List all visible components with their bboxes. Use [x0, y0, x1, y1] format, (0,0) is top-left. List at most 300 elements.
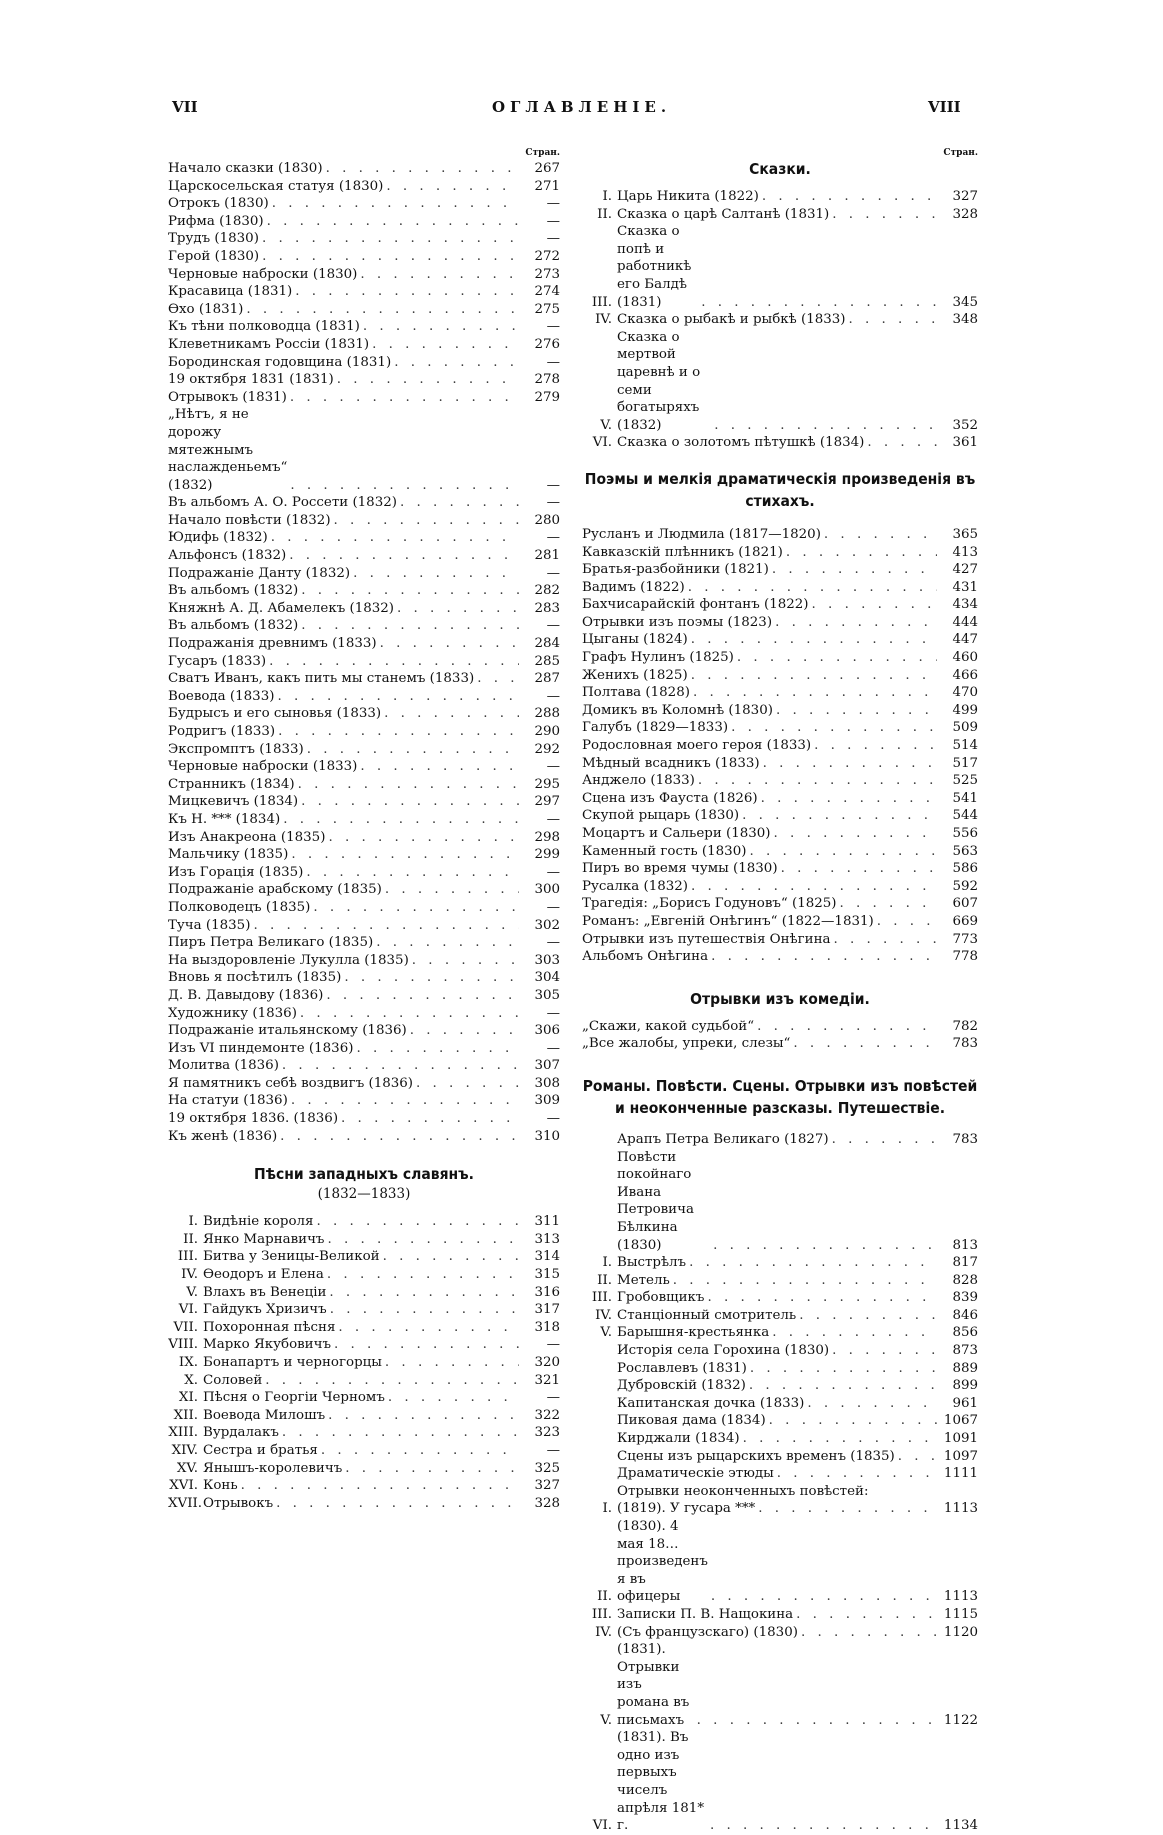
entry-page: 873: [952, 1343, 978, 1359]
entry-page: 961: [952, 1395, 978, 1411]
entry-page: 544: [952, 808, 978, 824]
entry-page: 287: [534, 671, 560, 687]
entry-page: 285: [534, 653, 560, 669]
entry-page: 427: [952, 562, 978, 578]
toc-entry: [582, 1289, 978, 1307]
dot-leader: [269, 653, 519, 671]
entry-title: Гробовщикъ: [617, 1290, 705, 1306]
dot-leader: [241, 1477, 519, 1495]
entry-page: 272: [534, 248, 560, 264]
toc-entry: [168, 565, 560, 583]
entry-page: 295: [534, 776, 560, 792]
entry-title: Янко Марнавичъ: [203, 1231, 325, 1247]
toc-entry: [582, 544, 978, 562]
dot-leader: [731, 719, 937, 737]
dot-leader: [290, 477, 519, 495]
entry-title: Русалка (1832): [582, 878, 689, 894]
entry-page: 361: [952, 435, 978, 451]
entry-title: Ѳеодоръ и Елена: [203, 1267, 324, 1283]
entry-page: 328: [534, 1495, 560, 1511]
dot-leader: [341, 1110, 519, 1128]
toc-entry: [168, 670, 560, 688]
entry-page: —: [546, 231, 560, 247]
entry-page: 466: [952, 667, 978, 683]
toc-entry: [582, 1149, 978, 1255]
dot-leader: [710, 1817, 937, 1835]
dot-leader: [276, 1495, 519, 1513]
toc-entry: [168, 688, 560, 706]
entry-page: 541: [952, 790, 978, 806]
toc-entry: [168, 969, 560, 987]
toc-entry: [168, 934, 560, 952]
entry-page: 267: [534, 161, 560, 176]
entry-page: 278: [534, 372, 560, 388]
entry-title: Альбомъ Онѣгина: [582, 949, 709, 965]
entry-page: —: [546, 811, 560, 827]
songs-entry-list: [168, 1213, 560, 1512]
entry-page: 899: [952, 1378, 978, 1394]
entry-page: —: [546, 864, 560, 880]
entry-page: 828: [952, 1272, 978, 1288]
entry-page: —: [546, 565, 560, 581]
entry-page: 327: [952, 189, 978, 204]
toc-entry: [168, 635, 560, 653]
page-column-label: Стран.: [525, 148, 560, 158]
entry-page: 509: [952, 720, 978, 736]
dot-leader: [301, 793, 519, 811]
entry-page: 352: [952, 417, 978, 433]
toc-entry: [582, 631, 978, 649]
dot-leader: [272, 195, 519, 213]
entry-title: Сказка о попѣ и работникѣ его Балдѣ (1831): [617, 224, 692, 310]
dot-leader: [328, 1407, 519, 1425]
dot-leader: [298, 776, 519, 794]
entry-page: 1113: [943, 1501, 978, 1517]
entry-page: 460: [952, 650, 978, 666]
dot-leader: [777, 1465, 937, 1483]
entry-page: 297: [534, 794, 560, 810]
dot-leader: [711, 948, 937, 966]
entry-page: —: [546, 196, 560, 212]
toc-entry: [582, 1624, 978, 1642]
toc-entry: [168, 1442, 560, 1460]
dot-leader: [327, 1266, 519, 1284]
entry-title: Марко Якубовичъ: [203, 1337, 331, 1353]
entry-page: 434: [952, 597, 978, 613]
entry-title: Женихъ (1825): [582, 667, 688, 683]
entry-page: 782: [952, 1018, 978, 1034]
entry-page: —: [546, 477, 560, 493]
toc-entry: [168, 389, 560, 407]
entry-title: Мицкевичъ (1834): [168, 794, 299, 810]
entry-title: Сцена изъ Фауста (1826): [582, 790, 758, 806]
toc-entry: [168, 987, 560, 1005]
dot-leader: [711, 1588, 937, 1606]
entry-title: Сватъ Иванъ, какъ пить мы станемъ (1833): [168, 671, 475, 687]
entry-title: Къ тѣни полководца (1831): [168, 319, 360, 335]
toc-entry: [168, 846, 560, 864]
toc-entry: [168, 917, 560, 935]
toc-entry: [582, 1500, 978, 1518]
entry-number: III.: [591, 294, 612, 310]
entry-title: Сказка о рыбакѣ и рыбкѣ (1833): [617, 312, 846, 328]
toc-entry: [168, 617, 560, 635]
entry-title: Сестра и братья: [203, 1442, 318, 1458]
toc-entry: [582, 1360, 978, 1378]
dot-leader: [282, 1424, 519, 1442]
dot-leader: [380, 635, 519, 653]
dot-leader: [477, 670, 519, 688]
entry-title: Дубровскій (1832): [617, 1378, 746, 1394]
toc-entry: [582, 1377, 978, 1395]
toc-entry: [582, 579, 978, 597]
dot-leader: [781, 860, 937, 878]
toc-entry: [168, 1301, 560, 1319]
toc-entry: [582, 860, 978, 878]
entry-title: Анджело (1833): [582, 773, 695, 789]
entry-title: Гусаръ (1833): [168, 653, 267, 669]
toc-entry: [582, 737, 978, 755]
entry-page: 313: [534, 1231, 560, 1247]
entry-title: Изъ Горація (1835): [168, 864, 304, 880]
dot-leader: [772, 1324, 937, 1342]
toc-entry: [582, 931, 978, 949]
entry-page: 299: [534, 847, 560, 863]
entry-title: Отрывокъ (1831): [168, 389, 287, 405]
dot-leader: [253, 917, 519, 935]
toc-entry: [168, 1040, 560, 1058]
entry-page: —: [546, 1442, 560, 1458]
toc-entry: [168, 1110, 560, 1128]
dot-leader: [400, 494, 519, 512]
entry-number: XIII.: [168, 1425, 198, 1441]
entry-title: Пиръ Петра Великаго (1835): [168, 935, 374, 951]
novels-entry-list: [582, 1131, 978, 1835]
entry-title: Братья-разбойники (1821): [582, 562, 769, 578]
dot-leader: [291, 846, 519, 864]
toc-entry: [168, 1477, 560, 1495]
entry-title: Романъ: „Евгеній Онѣгинъ“ (1822—1831): [582, 913, 874, 929]
toc-entry: [168, 582, 560, 600]
dot-leader: [807, 1395, 937, 1413]
entry-page: 276: [534, 336, 560, 352]
right-page-number: VIII: [928, 98, 961, 116]
entry-page: 1122: [943, 1712, 978, 1728]
poems-entry-list: [582, 526, 978, 966]
dot-leader: [786, 544, 937, 562]
entry-page: 348: [952, 312, 978, 328]
toc-entry: [582, 206, 978, 224]
entry-page: 846: [952, 1307, 978, 1323]
entry-page: 607: [952, 896, 978, 912]
toc-entry: [582, 948, 978, 966]
toc-entry: [168, 741, 560, 759]
entry-number: XII.: [173, 1407, 198, 1423]
toc-entry: [168, 1092, 560, 1110]
entry-page: —: [546, 213, 560, 229]
entry-page: 1120: [943, 1624, 978, 1640]
entry-number: IV.: [595, 1307, 612, 1323]
entry-title: Похоронная пѣсня: [203, 1319, 336, 1335]
dot-leader: [329, 1284, 519, 1302]
entry-page: 514: [952, 738, 978, 754]
entry-title: (1830). 4 мая 18… произведенъ я въ офицеры: [617, 1519, 708, 1605]
entry-title: Соловей: [203, 1372, 263, 1388]
toc-entry: [582, 1254, 978, 1272]
entry-title: Кирджали (1834): [617, 1431, 740, 1447]
entry-page: 318: [534, 1319, 560, 1335]
dot-leader: [769, 1412, 937, 1430]
entry-title: Странникъ (1834): [168, 776, 295, 792]
toc-entry: [168, 864, 560, 882]
toc-entry: [168, 723, 560, 741]
entry-title: Янышъ-королевичъ: [203, 1460, 343, 1476]
entry-title: Въ альбомъ (1832): [168, 618, 299, 634]
section-title-poems: Поэмы и мелкія драматическія произведенія въ стихахъ.: [584, 469, 976, 510]
toc-entry: [168, 1213, 560, 1231]
entry-page: 499: [952, 702, 978, 718]
entry-title: Вновь я посѣтилъ (1835): [168, 970, 342, 986]
entry-page: 281: [534, 548, 560, 564]
comedy-entry-list: [582, 1018, 978, 1053]
dot-leader: [328, 829, 519, 847]
entry-number: III.: [591, 1290, 612, 1306]
entry-page: 669: [952, 913, 978, 929]
toc-entry: [582, 1465, 978, 1483]
entry-page: —: [546, 319, 560, 335]
entry-page: —: [546, 495, 560, 511]
entry-title: Влахъ въ Венеціи: [203, 1284, 327, 1300]
dot-leader: [345, 1460, 519, 1478]
entry-title: (1819). У гусара ***: [617, 1501, 756, 1517]
entry-number: XI.: [178, 1390, 198, 1406]
entry-page: 889: [952, 1360, 978, 1376]
dot-leader: [762, 188, 937, 206]
entry-title: Видѣніе короля: [203, 1214, 314, 1230]
entry-page: 306: [534, 1023, 560, 1039]
dot-leader: [326, 987, 519, 1005]
dot-leader: [262, 230, 519, 248]
entry-page: 304: [534, 970, 560, 986]
dot-leader: [824, 526, 937, 544]
entry-title: Изъ VI пиндемонте (1836): [168, 1040, 354, 1056]
entry-title: Царскосельская статуя (1830): [168, 178, 384, 194]
toc-entry: [582, 719, 978, 737]
section-subtitle-songs: (1832—1833): [317, 1186, 411, 1203]
entry-title: Метель: [617, 1272, 670, 1288]
dot-leader: [334, 1336, 519, 1354]
entry-number: II.: [597, 206, 612, 222]
entry-page: 305: [534, 987, 560, 1003]
entry-page: 323: [534, 1425, 560, 1441]
entry-page: 271: [534, 178, 560, 194]
dot-leader: [301, 617, 519, 635]
entry-title: Цыганы (1824): [582, 632, 688, 648]
toc-entry: [168, 195, 560, 213]
entry-title: Родословная моего героя (1833): [582, 738, 812, 754]
toc-entry: [582, 825, 978, 843]
dot-leader: [330, 1301, 519, 1319]
entry-page: 778: [952, 949, 978, 965]
entry-title: Графъ Нулинъ (1825): [582, 650, 734, 666]
dot-leader: [693, 684, 937, 702]
left-entry-list: [168, 160, 560, 1145]
entry-page: 283: [534, 600, 560, 616]
entry-number: II.: [597, 1589, 612, 1605]
dot-leader: [383, 1248, 519, 1266]
entry-number: III.: [591, 1606, 612, 1622]
page-column-label: Стран.: [943, 148, 978, 158]
dot-leader: [758, 1500, 937, 1518]
toc-entry: [168, 811, 560, 829]
toc-entry: [582, 1018, 978, 1036]
toc-entry: [168, 1266, 560, 1284]
entry-title: Молитва (1836): [168, 1058, 279, 1074]
entry-page: —: [546, 1040, 560, 1056]
dot-leader: [775, 614, 937, 632]
toc-entry: [582, 755, 978, 773]
entry-page: —: [546, 618, 560, 634]
toc-entry: [168, 1128, 560, 1146]
entry-number: IV.: [595, 312, 612, 328]
entry-page: 556: [952, 826, 978, 841]
entry-number: II.: [597, 1272, 612, 1288]
dot-leader: [307, 741, 519, 759]
entry-title: Художнику (1836): [168, 1005, 297, 1021]
dot-leader: [360, 266, 519, 284]
entry-page: 322: [534, 1407, 560, 1423]
dot-leader: [410, 1022, 519, 1040]
entry-title: Выстрѣлъ: [617, 1255, 687, 1271]
toc-entry: [168, 248, 560, 266]
toc-entry: [582, 790, 978, 808]
entry-title: Полтава (1828): [582, 685, 690, 701]
dot-leader: [814, 737, 937, 755]
entry-number: I.: [602, 1501, 612, 1517]
dot-leader: [840, 895, 937, 913]
entry-page: 1067: [943, 1413, 978, 1429]
entry-title: Герой (1830): [168, 248, 260, 264]
entry-title: Бонапартъ и черногорцы: [203, 1355, 382, 1370]
toc-entry: [582, 329, 978, 435]
entry-title: Сказка о царѣ Салтанѣ (1831): [617, 206, 830, 222]
entry-number: VI.: [592, 435, 612, 451]
toc-entry: [168, 1372, 560, 1390]
toc-entry: [582, 684, 978, 702]
dot-leader: [280, 1128, 519, 1146]
dot-leader: [750, 1360, 937, 1378]
entry-title: Повѣсти покойнаго Ивана Петровича Бѣлкина (1830): [617, 1149, 694, 1253]
entry-number: VIII.: [168, 1337, 198, 1353]
entry-title: Отрокъ (1830): [168, 196, 269, 212]
entry-title: Отрывки неоконченныхъ повѣстей:: [617, 1483, 869, 1499]
dot-leader: [801, 1624, 937, 1642]
entry-page: 300: [534, 882, 560, 898]
dot-leader: [386, 178, 519, 196]
entry-title: Сказка о мертвой царевнѣ и о семи богатыряхъ (1832): [617, 329, 701, 433]
dot-leader: [793, 1035, 937, 1053]
dot-leader: [691, 878, 937, 896]
toc-entry: [168, 547, 560, 565]
entry-title: Вурдалакъ: [203, 1425, 279, 1441]
dot-leader: [796, 1606, 937, 1624]
entry-title: Рифма (1830): [168, 213, 264, 229]
dot-leader: [742, 807, 937, 825]
entry-title: Домикъ въ Коломнѣ (1830): [582, 702, 773, 718]
dot-leader: [353, 565, 519, 583]
entry-title: Подражаніе арабскому (1835): [168, 882, 382, 898]
dot-leader: [757, 1018, 937, 1036]
toc-entry: [168, 793, 560, 811]
dot-leader: [898, 1448, 937, 1466]
entry-title: „Нѣтъ, я не дорожу мятежнымъ наслажденьемъ“ (1832): [168, 407, 288, 493]
toc-entry: [582, 526, 978, 544]
toc-entry: [582, 1307, 978, 1325]
toc-entry: [582, 596, 978, 614]
toc-entry: [168, 529, 560, 547]
toc-entry: [168, 406, 560, 494]
entry-title: Битва у Зеницы-Великой: [203, 1249, 380, 1265]
toc-entry: [582, 1272, 978, 1290]
dot-leader: [763, 755, 937, 773]
entry-title: Д. В. Давыдову (1836): [168, 987, 324, 1003]
entry-title: Моцартъ и Сальери (1830): [582, 826, 771, 841]
entry-page: 813: [952, 1237, 978, 1253]
toc-entry: [582, 878, 978, 896]
toc-entry: [582, 223, 978, 311]
entry-page: 345: [952, 294, 978, 310]
dot-leader: [697, 1712, 937, 1730]
toc-entry: [582, 1131, 978, 1149]
toc-entry: [582, 1641, 978, 1729]
entry-number: XVI.: [169, 1478, 198, 1494]
dot-leader: [774, 825, 937, 843]
entry-page: 284: [534, 636, 560, 652]
entry-page: 413: [952, 544, 978, 560]
dot-leader: [372, 336, 519, 354]
entry-page: —: [546, 688, 560, 704]
entry-page: 317: [534, 1302, 560, 1318]
dot-leader: [295, 283, 519, 301]
toc-entry: [168, 758, 560, 776]
dot-leader: [832, 206, 937, 224]
entry-page: 307: [534, 1058, 560, 1074]
entry-page: 856: [952, 1325, 978, 1341]
section-title-comedy: Отрывки изъ комедіи.: [690, 989, 870, 1008]
toc-entry: [168, 178, 560, 196]
toc-entry: [168, 881, 560, 899]
toc-entry: [168, 1389, 560, 1407]
toc-entry: [168, 512, 560, 530]
entry-page: 1134: [943, 1818, 978, 1834]
entry-page: 1113: [943, 1589, 978, 1605]
toc-entry: [168, 266, 560, 284]
dot-leader: [714, 417, 937, 435]
dot-leader: [246, 301, 519, 319]
toc-entry: [582, 1448, 978, 1466]
entry-title: Галубъ (1829—1833): [582, 720, 729, 736]
entry-title: Начало сказки (1830): [168, 161, 323, 176]
dot-leader: [334, 512, 519, 530]
entry-title: Пиръ во время чумы (1830): [582, 861, 778, 877]
dot-leader: [290, 389, 519, 407]
entry-title: Воевода (1833): [168, 688, 275, 704]
entry-title: Подражанія древнимъ (1833): [168, 636, 377, 652]
entry-title: Кавказскій плѣнникъ (1821): [582, 544, 783, 560]
entry-page: —: [546, 1390, 560, 1406]
entry-title: Гайдукъ Хризичъ: [203, 1302, 327, 1318]
dot-leader: [267, 213, 519, 231]
